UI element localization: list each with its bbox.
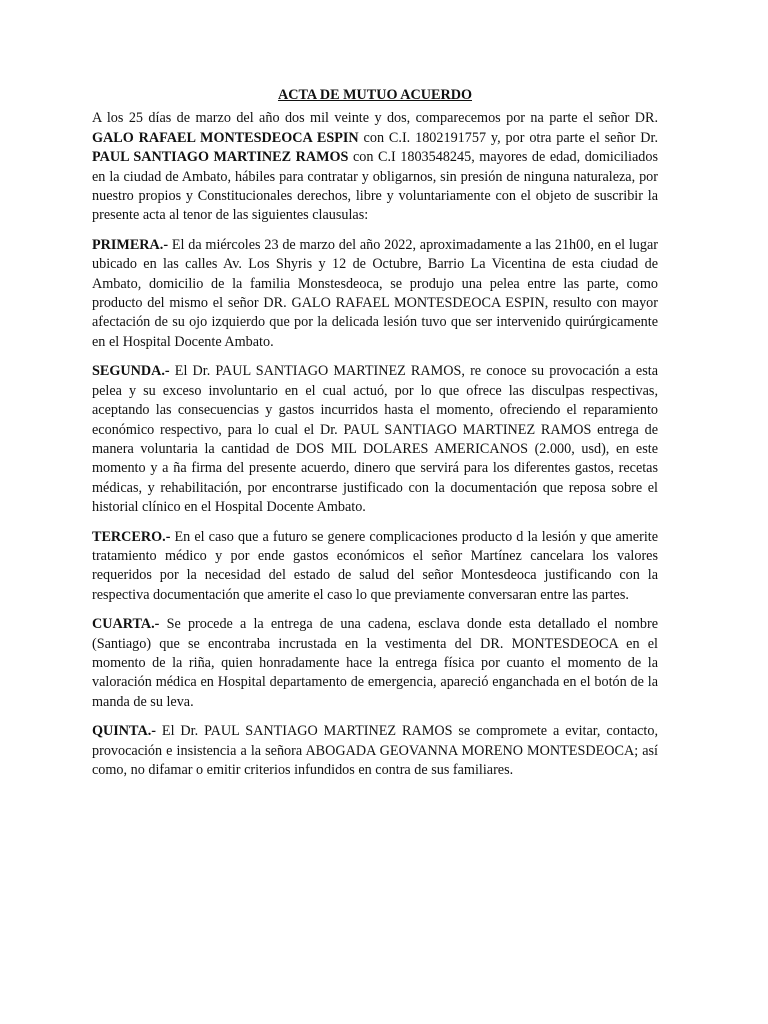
intro-paragraph <box>92 109 658 225</box>
clause-heading: PRIMERA.- <box>92 236 169 253</box>
clause-text: En el caso que a futuro se genere complicaciones producto d la lesión y que amerite tratamiento médico y por ende gastos económicos el señor Martínez cancelara los valores requeridos por la necesidad del estado de salud del señor Montesdeoca justificando con la respectiva documentación que amerite el caso lo que previamente conversaran entre las partes. <box>92 528 658 603</box>
clause-heading: TERCERO.- <box>92 528 171 545</box>
intro-text-2: con C.I. 1802191757 y, por otra parte el señor Dr. <box>358 129 659 146</box>
document-page <box>92 82 658 790</box>
clause-heading: QUINTA.- <box>92 723 156 740</box>
clause-primera <box>92 236 658 352</box>
clause-segunda <box>92 362 658 517</box>
party-2-name: PAUL SANTIAGO MARTINEZ RAMOS <box>92 149 349 166</box>
clause-quinta <box>92 722 658 780</box>
document-title: ACTA DE MUTUO ACUERDO <box>277 87 473 103</box>
party-1-name: GALO RAFAEL MONTESDEOCA ESPIN <box>92 129 359 146</box>
clause-text: Se procede a la entrega de una cadena, esclava donde esta detallado el nombre (Santiago) que se encontraba incrustada en la vestimenta del DR. MONTESDEOCA en el momento de la riña, quien honradamente hace la entrega física por cuanto el momento de la valoración médica en Hospital departamento de emergencia, apareció enganchada en el botón de la manda de su leva. <box>92 616 658 710</box>
clause-cuarta <box>92 615 658 712</box>
clause-heading: SEGUNDA.- <box>92 363 170 380</box>
intro-text-3: con C.I 1803548245, mayores de edad, domiciliados en la ciudad de Ambato, hábiles para contratar y obligarnos, sin presión de ninguna naturaleza, por nuestro propios y Constitucionales derechos, libre y voluntariamente con el objeto de suscribir la presente acta al tenor de las siguientes clausulas: <box>92 149 658 224</box>
intro-text-1: A los 25 días de marzo del año dos mil veinte y dos, comparecemos por na parte el señor DR. <box>92 110 658 127</box>
clause-text: El Dr. PAUL SANTIAGO MARTINEZ RAMOS se compromete a evitar, contacto, provocación e insistencia a la señora ABOGADA GEOVANNA MORENO MONTESDEOCA; así como, no difamar o emitir criterios infundidos en contra de sus familiares. <box>92 723 658 778</box>
clause-text: El Dr. PAUL SANTIAGO MARTINEZ RAMOS, re conoce su provocación a esta pelea y su exceso involuntario en el cual actuó, por lo que ofrece las disculpas respectivas, aceptando las consecuencias y gastos incurridos hasta el momento, ofreciendo el reparamiento económico respectivo, para lo cual el Dr. PAUL SANTIAGO MARTINEZ RAMOS entrega de manera voluntaria la cantidad de DOS MIL DOLARES AMERICANOS (2.000, usd), en este momento y a ña firma del presente acuerdo, dinero que servirá para los diferentes gastos, recetas médicas, y rehabilitación, por encontrarse justificado con la documentación que reposa sobre el historial clínico en el Hospital Docente Ambato. <box>92 363 658 516</box>
clause-tercero <box>92 528 658 606</box>
clause-text: El da miércoles 23 de marzo del año 2022, aproximadamente a las 21h00, en el lugar ubicado en las calles Av. Los Shyris y 12 de Octubre, Barrio La Vicentina de esta ciudad de Ambato, domicilio de la familia Monstesdeoca, se produjo una pelea entre las parte, como producto del mismo el señor DR. GALO RAFAEL MONTESDEOCA ESPIN, resulto con mayor afectación de su ojo izquierdo que por la delicada lesión tuvo que ser intervenido quirúrgicamente en el Hospital Docente Ambato. <box>92 236 658 350</box>
clause-heading: CUARTA.- <box>92 616 160 633</box>
